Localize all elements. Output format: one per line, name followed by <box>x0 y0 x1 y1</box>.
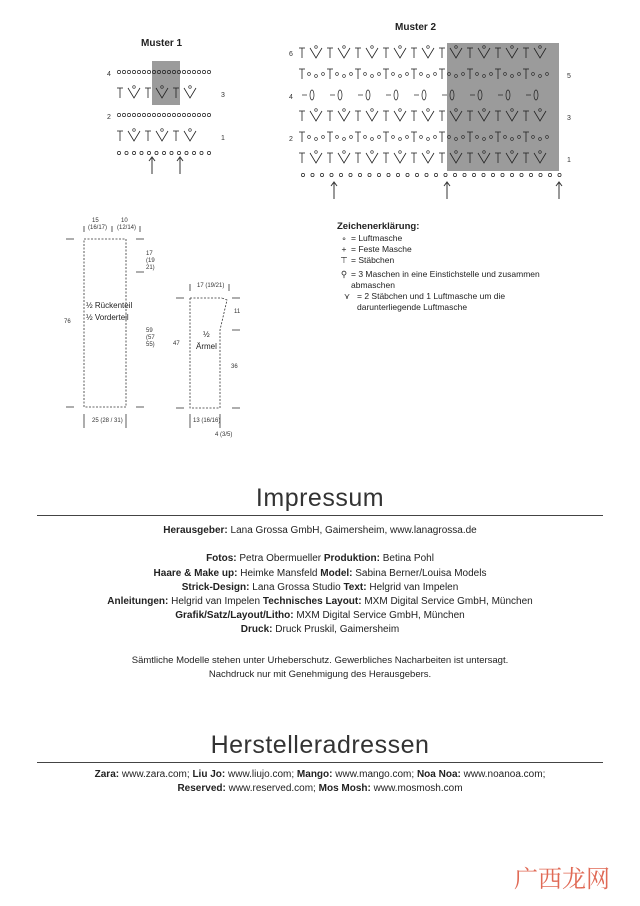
v-stitch-icon <box>366 111 378 121</box>
chain-stitch-icon <box>396 173 399 176</box>
double-crochet-icon: ⊤ <box>340 255 348 265</box>
chain-stitch-icon <box>482 173 485 176</box>
back-dim-top-right-sub: (12/14) <box>117 225 137 231</box>
chain-stitch-icon <box>192 151 195 154</box>
v-stitch-icon <box>394 153 406 163</box>
credit-value: www.reserved.com; <box>225 783 319 795</box>
back-dim-right-mid-3: 55) <box>146 342 155 348</box>
chain-stitch-icon <box>152 113 155 116</box>
credit-value: MXM Digital Service GmbH, München <box>361 596 533 608</box>
credit-label: Druck: <box>240 624 273 636</box>
credit-label: Technisches Layout: <box>262 596 362 608</box>
chain-stitch-icon <box>415 173 418 176</box>
chain-stitch-icon <box>185 151 188 154</box>
sleeve-dim-bottom: 13 (16/16) <box>193 418 221 424</box>
chain-stitch-icon <box>207 70 210 73</box>
muster2-row-4: 4 <box>289 94 293 101</box>
credit-value: Lana Grossa Studio <box>249 581 344 593</box>
chain-stitch-icon <box>147 70 150 73</box>
credit-value: Betina Pohl <box>379 553 434 565</box>
chain-stitch-icon <box>425 173 428 176</box>
credit-label: Strick-Design: <box>181 581 250 593</box>
credit-label: Noa Noa: <box>416 769 461 780</box>
chain-stitch-icon <box>472 173 475 176</box>
credit-label: Zara: <box>94 769 120 780</box>
chain-stitch-icon <box>177 151 180 154</box>
v-stitch-icon: ⋎ <box>343 291 351 301</box>
v-stitch-icon <box>366 153 378 163</box>
credit-label: Text: <box>343 581 367 593</box>
sleeve-dim-right-top: 11 <box>234 309 241 315</box>
crochet-charts <box>0 0 640 440</box>
v-stitch-icon <box>310 111 322 121</box>
muster2-repeat-shade <box>447 43 559 171</box>
credit-label: Fotos: <box>206 553 237 565</box>
chain-stitch-icon <box>320 173 323 176</box>
credit-line <box>0 581 640 595</box>
chain-stitch-icon <box>202 113 205 116</box>
credit-value: www.noanoa.com; <box>460 769 546 780</box>
chain-stitch-icon <box>368 173 371 176</box>
chain-stitch-icon <box>377 173 380 176</box>
chain-stitch-icon <box>406 173 409 176</box>
credit-label: Liu Jo: <box>192 769 226 780</box>
v-stitch-icon <box>310 48 322 58</box>
credit-line <box>0 524 640 538</box>
chain-stitch-icon <box>187 70 190 73</box>
credit-value: www.mosmosh.com <box>370 783 463 795</box>
chain-stitch-icon <box>147 151 150 154</box>
legend-text: = Luftmasche <box>351 233 403 243</box>
back-label-2: ½ Vorderteil <box>86 313 129 322</box>
chain-stitch-icon <box>339 173 342 176</box>
chain-stitch-icon <box>463 173 466 176</box>
chain-stitch-icon <box>172 113 175 116</box>
cluster-stitch-icon <box>422 90 426 100</box>
v-stitch-icon <box>366 48 378 58</box>
v-stitch-icon <box>338 48 350 58</box>
chain-stitch-icon <box>117 113 120 116</box>
schematic-sleeve <box>176 284 240 428</box>
credit-line <box>0 538 640 552</box>
v-stitch-icon <box>422 111 434 121</box>
sleeve-dim-bottom-extra: 4 (3/5) <box>215 432 233 438</box>
sleeve-label-1: ½ <box>203 330 210 339</box>
chain-stitch-icon <box>132 151 135 154</box>
v-stitch-icon <box>156 131 168 141</box>
back-label-1: ½ Rückenteil <box>86 301 133 310</box>
impressum-title: Impressum <box>255 484 385 512</box>
schematic-back <box>66 226 144 428</box>
cluster-stitch-icon <box>366 90 370 100</box>
chain-stitch-icon <box>132 113 135 116</box>
chain-stitch-icon <box>127 113 130 116</box>
chain-stitch-icon <box>137 70 140 73</box>
muster1-repeat-shade <box>152 61 180 105</box>
chain-stitch-icon <box>200 151 203 154</box>
chain-stitch-icon <box>122 70 125 73</box>
copyright-line: Sämtliche Modelle stehen unter Urheberschutz. Gewerbliches Nacharbeiten ist untersagt. <box>131 655 509 666</box>
credit-label: Grafik/Satz/Layout/Litho: <box>175 610 294 622</box>
watermark-logo: 广西龙网 <box>514 865 610 893</box>
chain-stitch-icon <box>182 113 185 116</box>
chain-stitch-icon <box>207 151 210 154</box>
manufacturer-addresses <box>0 768 640 796</box>
v-stitch-icon <box>310 153 322 163</box>
copyright-line: Nachdruck nur mit Genehmigung des Herausgebers. <box>208 669 432 680</box>
v-stitch-icon <box>128 88 140 98</box>
v-stitch-icon <box>184 88 196 98</box>
credit-value: Helgrid van Impelen <box>168 596 263 608</box>
chain-stitch-icon <box>167 113 170 116</box>
credit-value: www.mango.com; <box>332 769 417 780</box>
v-stitch-icon <box>338 153 350 163</box>
chain-stitch-icon <box>162 151 165 154</box>
chain-stitch-icon <box>529 173 532 176</box>
v-stitch-icon <box>394 111 406 121</box>
credit-value: Helgrid van Impelen <box>366 581 459 593</box>
credit-line <box>0 609 640 623</box>
legend-text: = 2 Stäbchen und 1 Luftmasche um die darunterliegende Luftmasche <box>357 291 506 312</box>
v-stitch-icon <box>184 131 196 141</box>
legend-item <box>337 291 547 313</box>
credit-line <box>0 567 640 581</box>
muster1-row-4: 4 <box>107 71 111 78</box>
muster2-row-1: 1 <box>567 157 571 164</box>
credit-label: Mos Mosh: <box>318 783 371 795</box>
v-stitch-icon <box>394 48 406 58</box>
cluster-stitch-icon <box>394 90 398 100</box>
chain-stitch-icon <box>192 70 195 73</box>
credit-value: Heimke Mansfeld <box>237 567 321 579</box>
chain-stitch-icon <box>117 151 120 154</box>
chain-stitch-icon <box>197 113 200 116</box>
credit-value: www.zara.com; <box>119 769 193 780</box>
chain-stitch-icon <box>155 151 158 154</box>
chain-stitch-icon <box>197 70 200 73</box>
cluster-stitch-icon: ⚲ <box>340 269 348 279</box>
chain-stitch-icon <box>125 151 128 154</box>
v-stitch-icon <box>422 153 434 163</box>
chain-stitch-icon <box>330 173 333 176</box>
chain-stitch-icon <box>207 113 210 116</box>
chain-stitch-icon <box>142 70 145 73</box>
back-dim-top-left-sub: (16/17) <box>88 225 108 231</box>
sleeve-dim-top: 17 (19/21) <box>197 283 225 289</box>
chain-stitch-icon <box>162 113 165 116</box>
chain-stitch-icon <box>491 173 494 176</box>
single-crochet-icon: + <box>341 244 347 254</box>
legend-text: = 3 Maschen in eine Einstichstelle und zusammen abmaschen <box>351 269 540 290</box>
muster2-row-6: 6 <box>289 51 293 58</box>
credit-label: Herausgeber: <box>163 525 228 536</box>
credit-line <box>0 595 640 609</box>
chain-stitch-icon <box>387 173 390 176</box>
legend-item <box>337 233 547 244</box>
credit-label: Reserved: <box>177 783 226 795</box>
muster2-row-2: 2 <box>289 136 293 143</box>
chain-stitch-icon <box>137 113 140 116</box>
back-dim-bottom: 25 (28 / 31) <box>92 418 123 424</box>
muster2-row-5: 5 <box>567 73 571 80</box>
muster1-arrows <box>149 157 183 174</box>
v-stitch-icon <box>422 48 434 58</box>
chain-stitch-icon <box>444 173 447 176</box>
muster2-title: Muster 2 <box>395 22 437 33</box>
chain-stitch-icon <box>140 151 143 154</box>
cluster-stitch-icon <box>338 90 342 100</box>
sleeve-label-2: Ärmel <box>196 342 217 351</box>
credit-line <box>0 623 640 637</box>
chain-stitch-icon <box>548 173 551 176</box>
credit-label: Produktion: <box>323 553 380 565</box>
sleeve-dim-right: 36 <box>231 364 238 370</box>
chain-stitch-icon <box>558 173 561 176</box>
chain-stitch-icon <box>187 113 190 116</box>
chain-stitch-icon <box>177 113 180 116</box>
chain-stitch-icon <box>182 70 185 73</box>
herstelleradressen-divider <box>37 762 603 763</box>
back-dim-right-mid-1: 59 <box>146 328 153 334</box>
sleeve-dim-left: 47 <box>173 341 180 347</box>
credit-line <box>0 768 640 782</box>
chain-stitch-icon: ∘ <box>341 233 347 243</box>
muster2-arrows <box>331 182 562 199</box>
chain-stitch-icon <box>539 173 542 176</box>
chain-stitch-icon <box>453 173 456 176</box>
legend-text: = Feste Masche <box>351 244 412 254</box>
chain-stitch-icon <box>311 173 314 176</box>
credit-label: Mango: <box>296 769 333 780</box>
credit-value: Sabina Berner/Louisa Models <box>352 567 487 579</box>
chain-stitch-icon <box>520 173 523 176</box>
chain-stitch-icon <box>122 113 125 116</box>
chain-stitch-icon <box>157 113 160 116</box>
back-dim-top-right: 10 <box>121 218 128 224</box>
cluster-stitch-icon <box>310 90 314 100</box>
copyright-notice <box>0 654 640 682</box>
muster2-row-3: 3 <box>567 115 571 122</box>
chain-stitch-icon <box>510 173 513 176</box>
herstelleradressen-title: Herstelleradressen <box>210 731 430 759</box>
chain-stitch-icon <box>434 173 437 176</box>
back-dim-right-top-1: 17 <box>146 251 153 257</box>
v-stitch-icon <box>338 111 350 121</box>
credit-value: Petra Obermueller <box>236 553 324 565</box>
credit-label: Model: <box>320 567 353 579</box>
chain-stitch-icon <box>117 70 120 73</box>
credit-value: Druck Pruskil, Gaimersheim <box>272 624 400 636</box>
chain-stitch-icon <box>192 113 195 116</box>
impressum-divider <box>37 515 603 516</box>
credit-line <box>0 782 640 796</box>
chain-stitch-icon <box>301 173 304 176</box>
chain-stitch-icon <box>349 173 352 176</box>
credit-value: Lana Grossa GmbH, Gaimersheim, www.lanagrossa.de <box>227 525 477 536</box>
v-stitch-icon <box>128 131 140 141</box>
muster1-row-2: 2 <box>107 114 111 121</box>
chain-stitch-icon <box>147 113 150 116</box>
credit-value: www.liujo.com; <box>225 769 297 780</box>
chain-stitch-icon <box>127 70 130 73</box>
credit-line <box>0 552 640 566</box>
chain-stitch-icon <box>501 173 504 176</box>
muster1-row-1: 1 <box>221 135 225 142</box>
impressum-credits <box>0 524 640 638</box>
legend-text: = Stäbchen <box>351 255 395 265</box>
legend-item <box>337 244 547 255</box>
muster1-row-3: 3 <box>221 92 225 99</box>
chain-stitch-icon <box>142 113 145 116</box>
chain-stitch-icon <box>170 151 173 154</box>
chain-stitch-icon <box>202 70 205 73</box>
chain-stitch-icon <box>358 173 361 176</box>
muster1-title: Muster 1 <box>141 38 183 49</box>
back-dim-top-left: 15 <box>92 218 99 224</box>
legend-item <box>337 255 547 266</box>
back-dim-right-top-3: 21) <box>146 265 155 271</box>
legend-item <box>337 269 547 291</box>
credit-label: Anleitungen: <box>107 596 169 608</box>
stitch-legend <box>337 221 547 313</box>
chain-stitch-icon <box>132 70 135 73</box>
back-dim-left: 76 <box>64 319 71 325</box>
back-dim-right-top-2: (19 <box>146 258 155 264</box>
back-dim-right-mid-2: (57 <box>146 335 155 341</box>
credit-value: MXM Digital Service GmbH, München <box>293 610 465 622</box>
credit-label: Haare & Make up: <box>153 567 238 579</box>
legend-heading: Zeichenerklärung: <box>337 221 420 232</box>
